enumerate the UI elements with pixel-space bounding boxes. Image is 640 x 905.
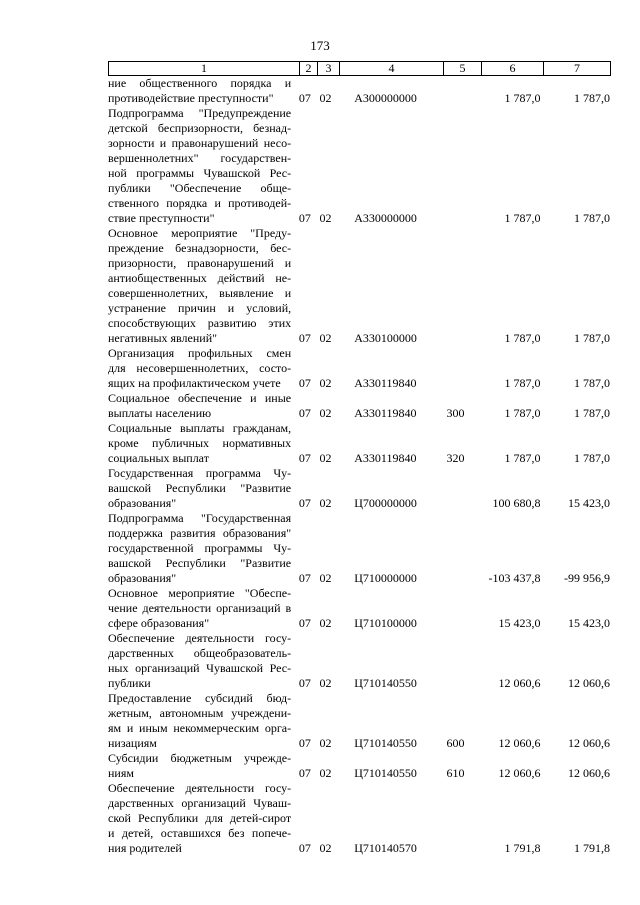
expense-type-code: 300 bbox=[446, 406, 465, 420]
target-article-code: А330119840 bbox=[354, 406, 417, 420]
amount-year-2: 1 787,0 bbox=[574, 91, 610, 105]
amount-year-2: 1 787,0 bbox=[574, 376, 610, 390]
row-description bbox=[108, 421, 291, 466]
description-line: Социальное обеспечение и иные bbox=[108, 391, 292, 405]
table-row bbox=[108, 631, 610, 691]
description-line: зорности и правонарушений несо- bbox=[108, 136, 292, 150]
amount-year-1: 12 060,6 bbox=[498, 676, 541, 690]
target-article-code: А330100000 bbox=[354, 331, 417, 345]
description-line: вашской Республики "Развитие bbox=[108, 556, 292, 570]
section-code: 07 bbox=[298, 496, 311, 510]
target-article-code: Ц710140570 bbox=[354, 841, 417, 855]
header-col-1: 1 bbox=[109, 62, 300, 76]
description-line: образования" bbox=[108, 571, 177, 585]
amount-year-1: 1 791,8 bbox=[504, 841, 541, 855]
description-line: и детей, оставшихся без попече- bbox=[108, 826, 292, 840]
row-description bbox=[108, 631, 291, 691]
table-header bbox=[108, 61, 611, 76]
description-line: сфере образования" bbox=[108, 616, 210, 630]
subsection-code: 02 bbox=[319, 676, 332, 690]
description-line: ных организаций Чувашской Рес- bbox=[108, 661, 292, 675]
row-description bbox=[108, 466, 291, 511]
description-line: совершеннолетних, выявление и bbox=[108, 286, 292, 300]
subsection-code: 02 bbox=[319, 766, 332, 780]
description-line: ния родителей bbox=[108, 841, 182, 855]
section-code: 07 bbox=[298, 736, 311, 750]
header-col-6: 6 bbox=[482, 62, 544, 76]
table-row bbox=[108, 76, 610, 106]
description-line: антиобщественных действий не- bbox=[108, 271, 292, 285]
table-row bbox=[108, 511, 610, 586]
target-article-code: А300000000 bbox=[354, 91, 417, 105]
description-line: преждение безнадзорности, бес- bbox=[108, 241, 292, 255]
description-line: Основное мероприятие "Преду- bbox=[108, 226, 292, 240]
amount-year-2: 1 791,8 bbox=[574, 841, 610, 855]
description-line: Организация профильных смен bbox=[108, 346, 292, 360]
description-line: негативных явлений" bbox=[108, 331, 218, 345]
target-article-code: Ц700000000 bbox=[354, 496, 417, 510]
row-description bbox=[108, 781, 291, 856]
subsection-code: 02 bbox=[319, 406, 332, 420]
subsection-code: 02 bbox=[319, 496, 332, 510]
description-line: ной программы Чувашской Рес- bbox=[108, 166, 292, 180]
row-description bbox=[108, 346, 291, 391]
subsection-code: 02 bbox=[319, 211, 332, 225]
subsection-code: 02 bbox=[319, 616, 332, 630]
amount-year-2: 1 787,0 bbox=[574, 451, 610, 465]
subsection-code: 02 bbox=[319, 841, 332, 855]
table-row bbox=[108, 781, 610, 856]
target-article-code: Ц710100000 bbox=[354, 616, 417, 630]
amount-year-1: 1 787,0 bbox=[504, 376, 541, 390]
amount-year-1: -103 437,8 bbox=[488, 571, 541, 585]
amount-year-1: 12 060,6 bbox=[498, 736, 541, 750]
amount-year-2: 15 423,0 bbox=[568, 496, 610, 510]
subsection-code: 02 bbox=[319, 451, 332, 465]
target-article-code: А330119840 bbox=[354, 376, 417, 390]
expense-type-code: 600 bbox=[446, 736, 465, 750]
table-row bbox=[108, 421, 610, 466]
target-article-code: Ц710000000 bbox=[354, 571, 417, 585]
description-line: выплаты населению bbox=[108, 406, 212, 420]
amount-year-2: 12 060,6 bbox=[568, 676, 610, 690]
description-line: Социальные выплаты гражданам, bbox=[108, 421, 292, 435]
description-line: дарственных общеобразователь- bbox=[108, 646, 292, 660]
description-line: публики bbox=[108, 676, 151, 690]
row-description bbox=[108, 106, 291, 226]
target-article-code: А330000000 bbox=[354, 211, 417, 225]
table-row bbox=[108, 226, 610, 346]
amount-year-2: 15 423,0 bbox=[568, 616, 610, 630]
description-line: ской Республики для детей-сирот bbox=[108, 811, 292, 825]
description-line: ственного порядка и противодей- bbox=[108, 196, 292, 210]
description-line: ниям bbox=[108, 766, 134, 780]
amount-year-2: 12 060,6 bbox=[568, 766, 610, 780]
amount-year-1: 1 787,0 bbox=[504, 406, 541, 420]
section-code: 07 bbox=[298, 676, 311, 690]
page-number: 173 bbox=[310, 38, 330, 53]
row-description bbox=[108, 511, 291, 586]
description-line: Обеспечение деятельности госу- bbox=[108, 781, 292, 795]
table-row bbox=[108, 346, 610, 391]
row-description bbox=[108, 691, 291, 751]
description-line: социальных выплат bbox=[108, 451, 209, 465]
description-line: Государственная программа Чу- bbox=[108, 466, 292, 480]
description-line: Обеспечение деятельности госу- bbox=[108, 631, 292, 645]
amount-year-2: 12 060,6 bbox=[568, 736, 610, 750]
target-article-code: А330119840 bbox=[354, 451, 417, 465]
description-line: кроме публичных нормативных bbox=[108, 436, 292, 450]
header-col-2: 2 bbox=[300, 62, 318, 76]
table-row bbox=[108, 691, 610, 751]
amount-year-2: 1 787,0 bbox=[574, 406, 610, 420]
header-col-5: 5 bbox=[444, 62, 482, 76]
section-code: 07 bbox=[298, 616, 311, 630]
description-line: ствие преступности" bbox=[108, 211, 215, 225]
section-code: 07 bbox=[298, 766, 311, 780]
description-line: Субсидии бюджетным учрежде- bbox=[108, 751, 292, 765]
table-row bbox=[108, 106, 610, 226]
amount-year-2: 1 787,0 bbox=[574, 211, 610, 225]
section-code: 07 bbox=[298, 451, 311, 465]
amount-year-1: 12 060,6 bbox=[498, 766, 541, 780]
target-article-code: Ц710140550 bbox=[354, 736, 417, 750]
description-line: Основное мероприятие "Обеспе- bbox=[108, 586, 292, 600]
description-line: дарственных организаций Чуваш- bbox=[108, 796, 292, 810]
subsection-code: 02 bbox=[319, 736, 332, 750]
description-line: способствующих развитию этих bbox=[108, 316, 292, 330]
description-line: государственной программы Чу- bbox=[108, 541, 292, 555]
expense-type-code: 610 bbox=[446, 766, 465, 780]
section-code: 07 bbox=[298, 406, 311, 420]
amount-year-1: 1 787,0 bbox=[504, 331, 541, 345]
row-description bbox=[108, 751, 291, 781]
description-line: вашской Республики "Развитие bbox=[108, 481, 292, 495]
amount-year-1: 100 680,8 bbox=[492, 496, 541, 510]
description-line: противодействие преступности" bbox=[108, 91, 274, 105]
row-description bbox=[108, 226, 291, 346]
description-line: детской беспризорности, безнад- bbox=[108, 121, 292, 135]
section-code: 07 bbox=[298, 571, 311, 585]
description-line: ние общественного порядка и bbox=[108, 76, 292, 90]
expense-type-code: 320 bbox=[446, 451, 465, 465]
description-line: жетным, автономным учреждени- bbox=[108, 706, 292, 720]
description-line: призорности, правонарушений и bbox=[108, 256, 292, 270]
table-row bbox=[108, 586, 610, 631]
header-col-4: 4 bbox=[340, 62, 444, 76]
row-description bbox=[108, 76, 291, 106]
amount-year-1: 1 787,0 bbox=[504, 91, 541, 105]
description-line: чение деятельности организаций в bbox=[108, 601, 292, 615]
description-line: поддержка развития образования" bbox=[108, 526, 292, 540]
description-line: для несовершеннолетних, состо- bbox=[108, 361, 292, 375]
table-body bbox=[108, 76, 610, 856]
description-line: публики "Обеспечение обще- bbox=[108, 181, 292, 195]
section-code: 07 bbox=[298, 841, 311, 855]
header-col-3: 3 bbox=[318, 62, 340, 76]
target-article-code: Ц710140550 bbox=[354, 766, 417, 780]
section-code: 07 bbox=[298, 331, 311, 345]
amount-year-2: 1 787,0 bbox=[574, 331, 610, 345]
description-line: Подпрограмма "Предупреждение bbox=[108, 106, 292, 120]
description-line: вершеннолетних" государствен- bbox=[108, 151, 292, 165]
table-row bbox=[108, 391, 610, 421]
subsection-code: 02 bbox=[319, 91, 332, 105]
table-row bbox=[108, 751, 610, 781]
subsection-code: 02 bbox=[319, 331, 332, 345]
description-line: устранение причин и условий, bbox=[108, 301, 292, 315]
description-line: Подпрограмма "Государственная bbox=[108, 511, 292, 525]
amount-year-1: 15 423,0 bbox=[498, 616, 541, 630]
row-description bbox=[108, 586, 291, 631]
description-line: ящих на профилактическом учете bbox=[108, 376, 281, 390]
section-code: 07 bbox=[298, 376, 311, 390]
subsection-code: 02 bbox=[319, 571, 332, 585]
description-line: Предоставление субсидий бюд- bbox=[108, 691, 292, 705]
amount-year-2: -99 956,9 bbox=[564, 571, 610, 585]
description-line: образования" bbox=[108, 496, 177, 510]
section-code: 07 bbox=[298, 91, 311, 105]
description-line: низациям bbox=[108, 736, 157, 750]
section-code: 07 bbox=[298, 211, 311, 225]
amount-year-1: 1 787,0 bbox=[504, 211, 541, 225]
description-line: ям и иным некоммерческим орга- bbox=[108, 721, 292, 735]
row-description bbox=[108, 391, 291, 421]
table-row bbox=[108, 466, 610, 511]
subsection-code: 02 bbox=[319, 376, 332, 390]
amount-year-1: 1 787,0 bbox=[504, 451, 541, 465]
header-col-7: 7 bbox=[544, 62, 611, 76]
target-article-code: Ц710140550 bbox=[354, 676, 417, 690]
